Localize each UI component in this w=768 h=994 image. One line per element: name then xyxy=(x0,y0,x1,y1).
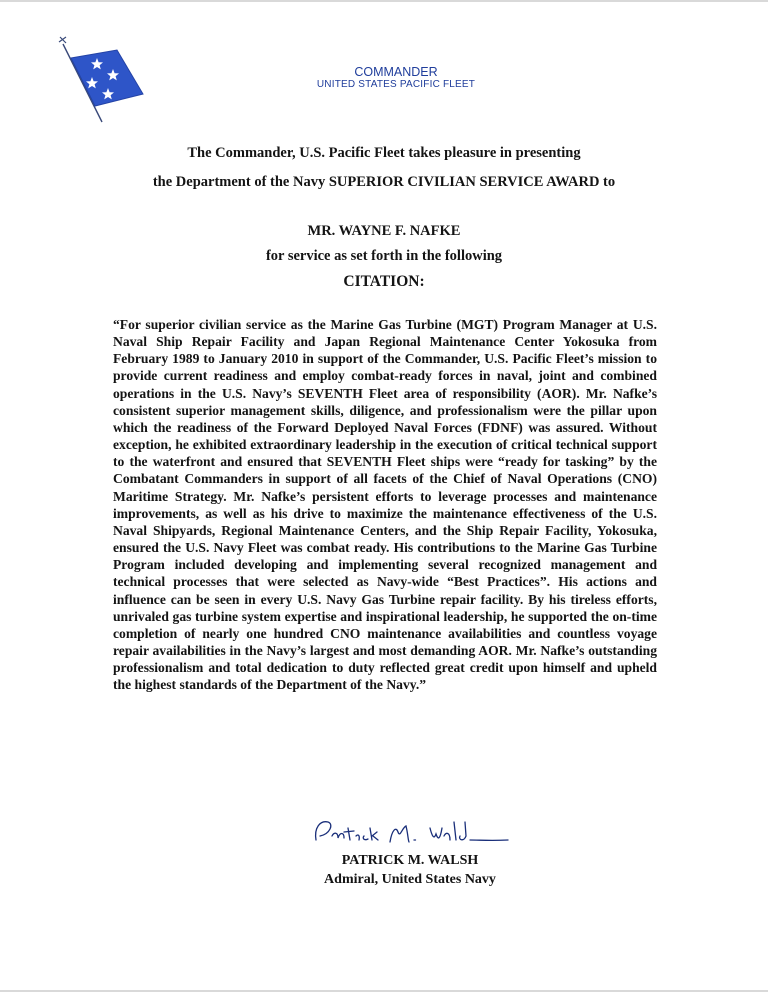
signer-title: Admiral, United States Navy xyxy=(324,872,496,887)
award-name-line: the Department of the Navy SUPERIOR CIVILIAN SERVICE AWARD to xyxy=(152,174,616,190)
citation-text: “For superior civilian service as the Marine Gas Turbine (MGT) Program Manager at U.S. Naval Ship Repair Facility and Japan Regional Maintenance Center Yokosuka from February 1989 to January 2010 in support of the Commander, U.S. Pacific Fleet’s mission to provide current readiness and employ combat-ready forces in naval, joint and combined operations in the U.S. Navy’s SEVENTH Fleet area of responsibility (AOR). Mr. Nafke’s consistent superior management skills, diligence, and professionalism were the pillar upon which the readiness of the Forward Deployed Naval Forces (FDNF) was assured. Without exception, he exhibited extraordinary leadership in the execution of critical technical support to the waterfront and ensured that SEVENTH Fleet ships were “ready for tasking” by the Combatant Commanders in support of all facets of the Chief of Naval Operations (CNO) Maritime Strategy. Mr. Nafke’s persistent efforts to leverage processes and maintenance improvements, as well as his drive to maximize the maintenance effectiveness of the U.S. Naval Shipyards, Regional Maintenance Centers, and the Ship Repair Facility, Yokosuka, ensured the U.S. Navy Fleet was combat ready. His contributions to the Marine Gas Turbine Program included developing and implementing several recognized management and technical processes that were selected as Navy-wide “Best Practices”. His actions and influence can be seen in every U.S. Navy Gas Turbine repair facility. By his tireless efforts, unrivaled gas turbine system expertise and inspirational leadership, he supported the on-time completion of nearly one hundred CNO maintenance availabilities and countless voyage repair availabilities in the Navy’s largest and most demanding AOR. Mr. Nafke’s outstanding professionalism and total dedication to duty reflected great credit upon himself and upheld the highest standards of the Department of the Navy.” xyxy=(113,317,657,693)
scan-edge-bottom xyxy=(0,990,768,992)
header-title: COMMANDER xyxy=(354,65,438,79)
recipient-name: MR. WAYNE F. NAFKE xyxy=(307,223,461,239)
header-subtitle: UNITED STATES PACIFIC FLEET xyxy=(316,79,476,90)
handwritten-signature xyxy=(310,810,520,856)
presentation-line: The Commander, U.S. Pacific Fleet takes pleasure in presenting xyxy=(187,145,581,161)
service-line: for service as set forth in the following xyxy=(265,248,503,264)
scan-edge-top xyxy=(0,0,768,2)
signer-name: PATRICK M. WALSH xyxy=(341,853,479,868)
citation-heading: CITATION: xyxy=(343,273,425,290)
